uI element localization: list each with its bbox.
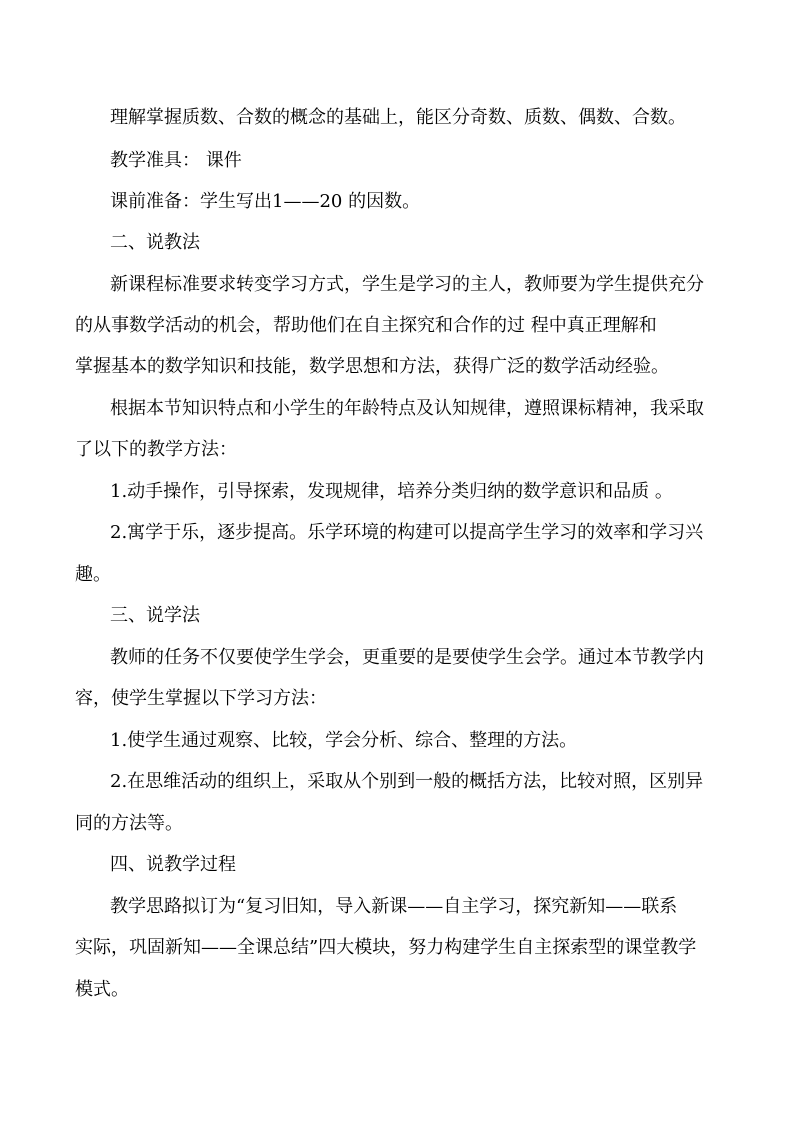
paragraph-line: 实际，巩固新知——全课总结”四大模块，努力构建学生自主探索型的课堂教学	[75, 937, 697, 958]
paragraph-line: 的从事数学活动的机会，帮助他们在自主探究和合作的过 程中真正理解和	[75, 315, 657, 336]
paragraph-line: 同的方法等。	[75, 813, 183, 834]
paragraph-line: 趣。	[75, 564, 111, 585]
paragraph-line: 了以下的教学方法：	[75, 439, 237, 460]
section-heading-teaching-method: 二、说教法	[110, 232, 200, 253]
paragraph-line: 新课程标准要求转变学习方式，学生是学习的主人，教师要为学生提供充分	[110, 274, 704, 295]
list-item: 2.寓学于乐，逐步提高。乐学环境的构建可以提高学生学习的效率和学习兴	[110, 522, 704, 543]
paragraph-line: 教师的任务不仅要使学生学会，更重要的是要使学生会学。通过本节教学内	[110, 647, 704, 668]
paragraph-line: 理解掌握质数、合数的概念的基础上，能区分奇数、质数、偶数、合数。	[110, 107, 686, 128]
list-item: 1.动手操作，引导探索，发现规律，培养分类归纳的数学意识和品质 。	[110, 481, 673, 502]
paragraph-line: 掌握基本的数学知识和技能，数学思想和方法，获得广泛的数学活动经验。	[75, 356, 669, 377]
paragraph-line: 容，使学生掌握以下学习方法：	[75, 688, 327, 709]
list-item: 2.在思维活动的组织上，采取从个别到一般的概括方法，比较对照，区别异	[110, 771, 704, 792]
paragraph-line: 模式。	[75, 979, 129, 1000]
teaching-tools-line: 教学准具： 课件	[110, 150, 242, 171]
preparation-line: 课前准备：学生写出1——20 的因数。	[110, 191, 421, 212]
section-heading-teaching-process: 四、说教学过程	[110, 854, 236, 875]
paragraph-line: 根据本节知识特点和小学生的年龄特点及认知规律，遵照课标精神，我采取	[110, 398, 704, 419]
paragraph-line: 教学思路拟订为“复习旧知，导入新课——自主学习，探究新知——联系	[110, 896, 678, 917]
section-heading-learning-method: 三、说学法	[110, 605, 200, 626]
list-item: 1.使学生通过观察、比较，学会分析、综合、整理的方法。	[110, 730, 578, 751]
